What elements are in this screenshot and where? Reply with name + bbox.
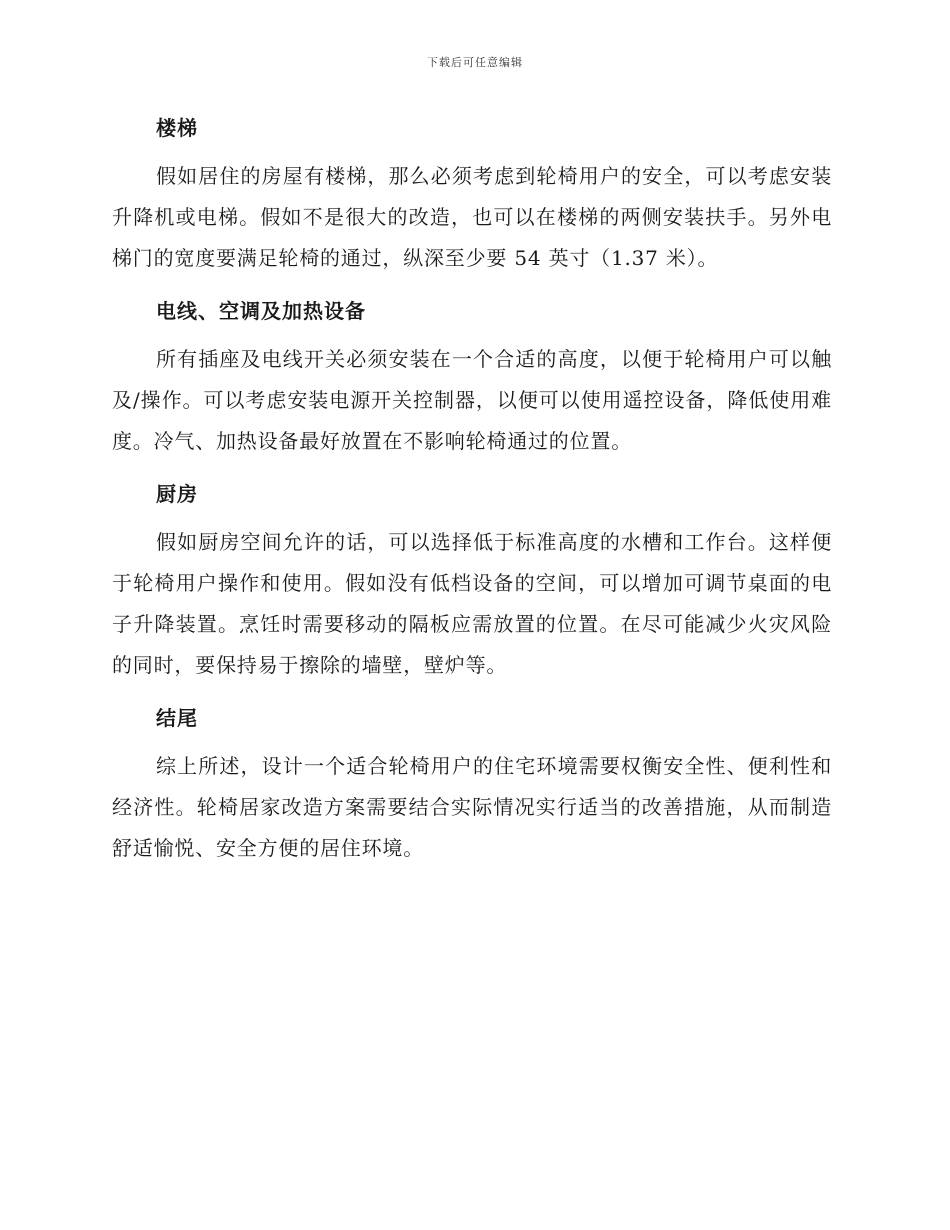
section-stairs [112,110,832,279]
section-electrical [112,293,832,462]
document-body [112,110,832,883]
section-heading: 厨房 [156,482,198,506]
section-conclusion [112,700,832,869]
section-paragraph: 所有插座及电线开关必须安装在一个合适的高度，以便于轮椅用户可以触及/操作。可以考虑安装电源开关控制器，以便可以使用遥控设备，降低使用难度。冷气、加热设备最好放置在不影响轮椅通过的位置。 [112,347,832,453]
section-paragraph: 假如厨房空间允许的话，可以选择低于标准高度的水槽和工作台。这样便于轮椅用户操作和使用。假如没有低档设备的空间，可以增加可调节桌面的电子升降装置。烹饪时需要移动的隔板应需放置的位置。在尽可能减少火灾风险的同时，要保持易于擦除的墙壁，壁炉等。 [112,530,832,677]
section-heading: 楼梯 [156,116,198,140]
section-kitchen [112,476,832,686]
section-paragraph: 综上所述，设计一个适合轮椅用户的住宅环境需要权衡安全性、便利性和经济性。轮椅居家改造方案需要结合实际情况实行适当的改善措施，从而制造舒适愉悦、安全方便的居住环境。 [112,754,832,860]
section-heading: 电线、空调及加热设备 [156,299,366,323]
page-header: 下载后可任意编辑 [427,56,523,69]
section-paragraph: 假如居住的房屋有楼梯，那么必须考虑到轮椅用户的安全，可以考虑安装升降机或电梯。假如不是很大的改造，也可以在楼梯的两侧安装扶手。另外电梯门的宽度要满足轮椅的通过，纵深至少要 54 英寸（1.37 米）。 [112,164,832,270]
section-heading: 结尾 [156,706,198,730]
